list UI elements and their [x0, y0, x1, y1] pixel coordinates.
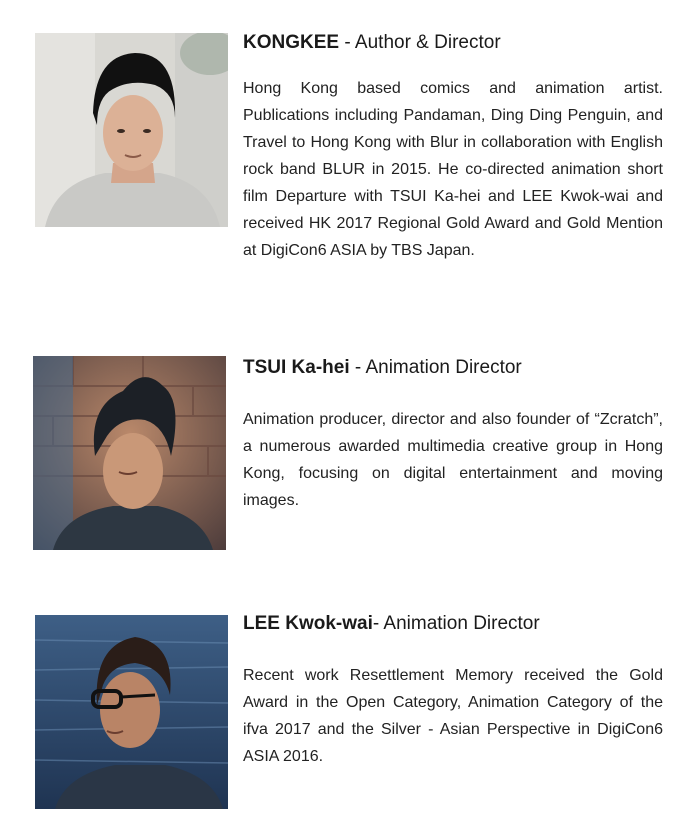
person-bio: Hong Kong based comics and animation artist. Publications including Pandaman, Ding Ding Penguin, and Travel to Hong Kong with Blur in collaboration with English rock band BLUR in 2015. He co-directed animation short film Departure with TSUI Ka-hei and LEE Kwok-wai and received HK 2017 Regional Gold Award and Gold Mention at DigiCon6 ASIA by TBS Japan. [243, 80, 663, 259]
heading-separator: - [349, 357, 366, 378]
portrait-kongkee-image [35, 33, 228, 227]
person-bio: Recent work Resettlement Memory received the Gold Award in the Open Category, Animation Category of the ifva 2017 and the Silver - Asian Perspective in DigiCon6 ASIA 2016. [243, 667, 663, 765]
profile-info-lee-kwok-wai [243, 612, 663, 770]
person-role: Author & Director [354, 32, 501, 53]
profile-heading [243, 612, 663, 636]
portrait-lee-kwok-wai-image [35, 615, 228, 809]
portrait-photo-kongkee [35, 33, 228, 227]
heading-separator: - [339, 32, 355, 53]
portrait-tsui-ka-hei-image [33, 356, 226, 550]
profile-info-kongkee [243, 31, 663, 264]
portrait-photo-lee-kwok-wai [35, 615, 228, 809]
profile-info-tsui-ka-hei [243, 356, 663, 514]
person-name: KONGKEE [243, 32, 340, 53]
heading-separator: - [372, 613, 384, 634]
profile-heading [243, 356, 663, 380]
person-role: Animation Director [383, 613, 540, 634]
portrait-photo-tsui-ka-hei [33, 356, 226, 550]
person-name: LEE Kwok-wai [243, 613, 373, 634]
person-role: Animation Director [365, 357, 522, 378]
person-bio: Animation producer, director and also founder of “Zcratch”, a numerous awarded multimedia creative group in Hong Kong, focusing on digital entertainment and moving images. [243, 411, 663, 509]
profile-heading [243, 31, 663, 55]
person-name: TSUI Ka-hei [243, 357, 350, 378]
